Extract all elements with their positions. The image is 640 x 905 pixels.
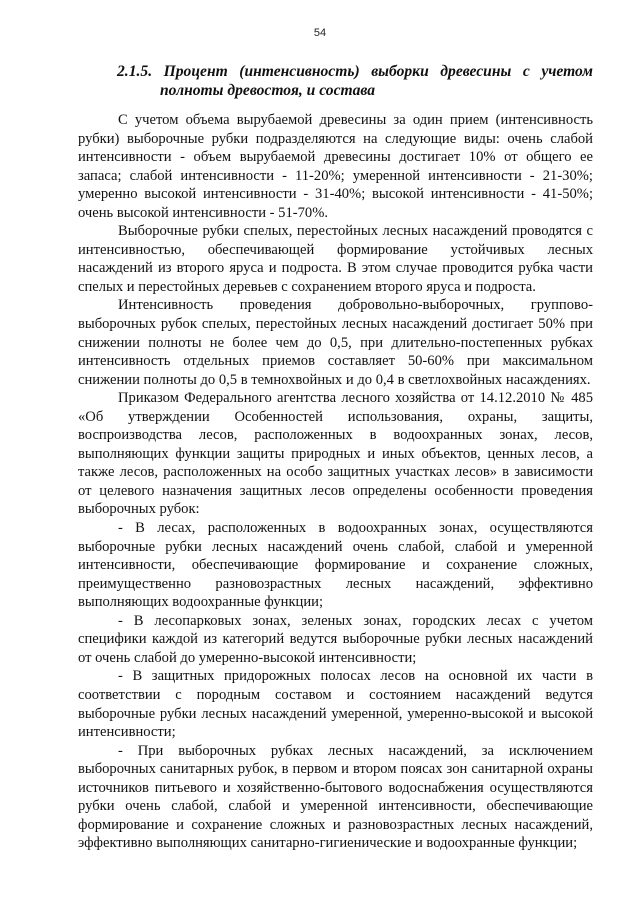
heading-word: выборки bbox=[371, 63, 429, 80]
paragraph-order-485: Приказом Федерального агентства лесного хозяйства от 14.12.2010 № 485 «Об утверждении Особенностей использования, охраны, защиты, воспроизводства лесов, расположенных в водоохранных зонах, лесов, выполняющих функции защиты природных и иных объектов, ценных лесов, а также лесов, расположенных на особо защитных участках лесов» в зависимости от целевого назначения защитных лесов определены особенности проведения выборочных рубок: bbox=[78, 390, 593, 518]
page-number: 54 bbox=[313, 27, 327, 39]
paragraph-intensity-limits: Интенсивность проведения добровольно-выборочных, группово-выборочных рубок спелых, перестойных лесных насаждений достигает 50% при снижении полноты не более чем до 0,5, при длительно-постепенных рубках интенсивность отдельных приемов составляет 50-60% при максимальном снижении полноты до 0,5 в темнохвойных и до 0,4 в светлохвойных насаждениях. bbox=[78, 297, 593, 388]
heading-line-2: полноты древостоя, и состава bbox=[160, 82, 376, 99]
section-number: 2.1.5. bbox=[117, 63, 153, 80]
heading-word: с bbox=[522, 63, 530, 80]
body-text bbox=[78, 111, 593, 853]
heading-word: учетом bbox=[541, 63, 593, 80]
heading-word: (интенсивность) bbox=[239, 63, 360, 80]
heading-word: древесины bbox=[440, 63, 512, 80]
paragraph-mature-stands: Выборочные рубки спелых, перестойных лесных насаждений проводятся с интенсивностью, обеспечивающей формирование устойчивых лесных насаждений из второго яруса и подроста. В этом случае проводится рубка части спелых и перестойных деревьев с сохранением второго яруса и подроста. bbox=[78, 223, 593, 295]
paragraph-intensity-types: С учетом объема вырубаемой древесины за один прием (интенсивность рубки) выборочные рубки подразделяются на следующие виды: очень слабой интенсивности - объем вырубаемой древесины достигает 10% от общего ее запаса; слабой интенсивности - 11-20%; умеренной интенсивности - 21-30%; умеренно высокой интенсивности - 31-40%; высокой интенсивности - 41-50%; очень высокой интенсивности - 51-70%. bbox=[78, 112, 593, 221]
heading-word: Процент bbox=[163, 63, 228, 80]
list-item: - При выборочных рубках лесных насаждений, за исключением выборочных санитарных рубок, в первом и втором поясах зон санитарной охраны источников питьевого и хозяйственно-бытового водоснабжения осуществляются рубки очень слабой, слабой и умеренной интенсивности, обеспечивающие формирование и сохранение сложных и разновозрастных лесных насаждений, эффективно выполняющих санитарно-гигиенические и водоохранные функции; bbox=[78, 742, 593, 852]
section-heading bbox=[117, 62, 593, 100]
list-item: - В лесопарковых зонах, зеленых зонах, городских лесах с учетом специфики каждой из категорий ведутся выборочные рубки лесных насаждений от очень слабой до умеренно-высокой интенсивности; bbox=[78, 612, 593, 666]
list-item: - В лесах, расположенных в водоохранных зонах, осуществляются выборочные рубки лесных насаждений очень слабой, слабой и умеренной интенсивности, обеспечивающие формирование и сохранение сложных, преимущественно разновозрастных лесных насаждений, эффективно выполняющих водоохранные функции; bbox=[78, 520, 593, 611]
heading-line-1 bbox=[117, 62, 593, 81]
list-item: - В защитных придорожных полосах лесов на основной их части в соответствии с породным составом и состоянием насаждений ведутся выборочные рубки лесных насаждений умеренной, умеренно-высокой и высокой интенсивности; bbox=[78, 668, 593, 741]
